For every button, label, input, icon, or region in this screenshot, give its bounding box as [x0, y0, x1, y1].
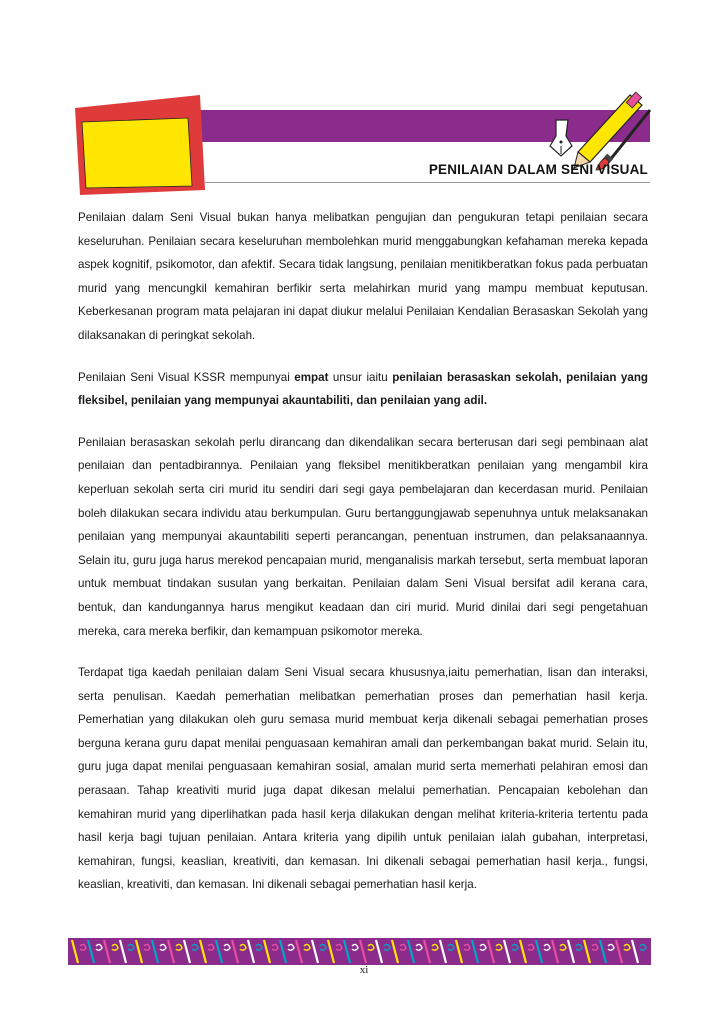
bold-text: penilaian berasaskan sekolah, penilaian yang fleksibel, penilaian yang mempunyai akauntabiliti, dan penilaian yang adil.	[78, 370, 648, 408]
body-paragraph	[78, 366, 648, 413]
art-tools-icon	[550, 92, 650, 170]
page-number: xi	[359, 964, 369, 976]
text-segment: unsur iaitu	[328, 370, 393, 384]
banner-yellow-square	[82, 118, 192, 188]
title-divider	[205, 182, 650, 183]
text-segment: Penilaian dalam Seni Visual bukan hanya melibatkan pengujian dan pengukuran tetapi penilaian secara keseluruhan. Penilaian secara keseluruhan membolehkan murid menggabungkan kefahaman mereka kepada aspek kognitif, psikomotor, dan afektif. Secara tidak langsung, penilaian menitikberatkan fokus pada perbuatan murid yang mencungkil kemahiran berfikir serta melahirkan murid yang mampu membuat keputusan. Keberkesanan program mata pelajaran ini dapat diukur melalui Penilaian Kendalian Berasaskan Sekolah yang dilaksanakan di peringkat sekolah.	[78, 211, 648, 342]
body-paragraph	[78, 431, 648, 643]
text-segment: Penilaian Seni Visual KSSR mempunyai	[78, 370, 295, 384]
document-body	[78, 206, 648, 915]
text-segment: Terdapat tiga kaedah penilaian dalam Seni Visual secara khususnya,iaitu pemerhatian, lisan dan interaksi, serta penulisan. Kaedah pemerhatian melibatkan pemerhatian proses dan pemerhatian hasil kerja. Pemerhatian yang dilakukan oleh guru semasa murid membuat kerja dikenali sebagai pemerhatian proses berguna kerana guru dapat menilai penguasaan kemahiran amali dan perkembangan bakat murid. Selain itu, guru juga dapat menilai penguasaan kemahiran sosial, amalan murid serta memerhati pelahiran emosi dan perasaan. Tahap kreativiti murid juga dapat dikesan melalui pemerhatian. Pencapaian kebolehan dan kemahiran murid yang diperlihatkan pada hasil kerja dilakukan dengan melihat kriteria-kriteria tertentu pada hasil kerja bagi tujuan penilaian. Antara kriteria yang dipilih untuk penilaian ialah gubahan, interpretasi, kemahiran, fungsi, keaslian, kreativiti, dan kemasan. Ini dikenali sebagai pemerhatian hasil kerja., fungsi, keaslian, kreativiti, dan kemasan. Ini dikenali sebagai pemerhatian hasil kerja.	[78, 666, 648, 892]
body-paragraph	[78, 206, 648, 348]
header-banner	[0, 90, 728, 200]
text-segment: Penilaian berasaskan sekolah perlu dirancang dan dikendalikan secara berterusan dari segi pembinaan alat penilaian dan pentadbirannya. Penilaian yang fleksibel menitikberatkan penilaian yang mengambil kira keperluan sekolah serta ciri murid itu sendiri dari segi gaya pembelajaran dan kecerdasan murid. Penilaian boleh dilakukan secara individu atau berkumpulan. Guru bertanggungjawab sepenuhnya untuk melaksanakan penilaian yang mempunyai akauntabiliti seperti perancangan, penentuan instrumen, dan pelaksanaannya. Selain itu, guru juga harus merekod pencapaian murid, menganalisis markah tersebut, serta membuat laporan untuk membuat tindakan susulan yang berkaitan. Penilaian dalam Seni Visual bersifat adil kerana cara, bentuk, dan kandungannya harus mengikut keadaan dan ciri murid. Murid dinilai dari segi pengetahuan mereka, cara mereka berfikir, dan kemampuan psikomotor mereka.	[78, 435, 648, 638]
body-paragraph	[78, 661, 648, 897]
bold-text: empat	[294, 370, 329, 384]
footer-band	[68, 938, 651, 965]
banner-purple-bar	[195, 110, 650, 142]
page-title: PENILAIAN DALAM SENI VISUAL	[428, 162, 648, 177]
